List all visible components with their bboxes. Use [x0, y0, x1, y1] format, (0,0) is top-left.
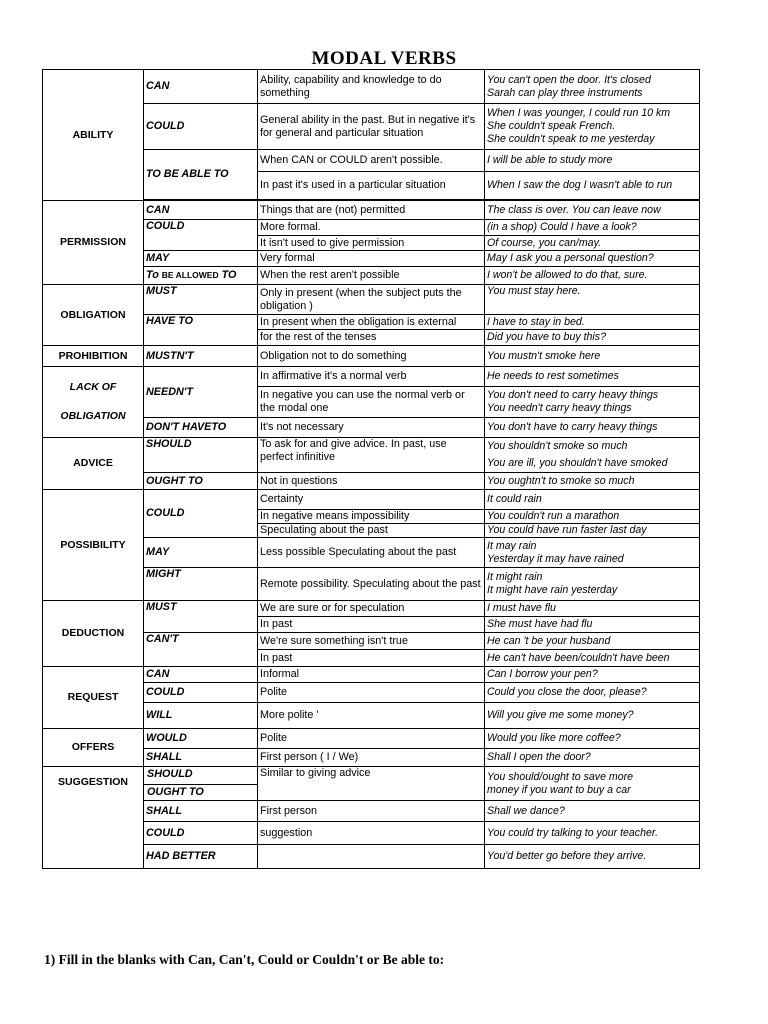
- exercise-instruction: 1) Fill in the blanks with Can, Can't, Could or Couldn't or Be able to:: [44, 952, 445, 967]
- example-cell: You don't have to carry heavy things: [485, 418, 700, 438]
- example-cell: You should/ought to save more money if you want to buy a car: [485, 767, 700, 801]
- verb-cell: CAN: [144, 70, 258, 104]
- verb-cell: HAVE TO: [144, 315, 258, 346]
- example-cell: You can't open the door. It's closed Sarah can play three instruments: [485, 70, 700, 104]
- category-prohibition: PROHIBITION: [43, 346, 144, 367]
- example-cell: Would you like more coffee?: [485, 729, 700, 749]
- verb-cell: To BE ALLOWED TO: [144, 267, 258, 285]
- verb-cell: MUST: [144, 601, 258, 633]
- modal-verbs-table: [42, 69, 700, 869]
- usage-cell: Very formal: [258, 251, 485, 267]
- verb-cell: WOULD: [144, 729, 258, 749]
- table-row: [43, 438, 700, 473]
- usage-cell: In present when the obligation is external: [258, 315, 485, 330]
- table-row: [43, 667, 700, 683]
- category-lack-of-obligation: LACK OF OBLIGATION: [43, 367, 144, 438]
- example-cell: (in a shop) Could I have a look?: [485, 220, 700, 236]
- example-cell: Shall we dance?: [485, 801, 700, 822]
- usage-cell: [258, 845, 485, 869]
- usage-cell: General ability in the past. But in negative it's for general and particular situation: [258, 104, 485, 150]
- verb-cell: NEEDN'T: [144, 367, 258, 418]
- example-cell: The class is over. You can leave now: [485, 201, 700, 220]
- verb-cell: DON'T HAVETO: [144, 418, 258, 438]
- usage-cell: Polite: [258, 729, 485, 749]
- verb-cell: MUST: [144, 285, 258, 315]
- usage-cell: In past: [258, 650, 485, 667]
- example-cell: Shall I open the door?: [485, 749, 700, 767]
- verb-cell: CAN: [144, 667, 258, 683]
- verb-cell: MAY: [144, 538, 258, 568]
- example-cell: Of course, you can/may.: [485, 236, 700, 251]
- example-cell: You mustn't smoke here: [485, 346, 700, 367]
- example-cell: He needs to rest sometimes: [485, 367, 700, 387]
- usage-cell: In affirmative it's a normal verb: [258, 367, 485, 387]
- usage-cell: In negative you can use the normal verb or the modal one: [258, 387, 485, 418]
- example-cell: Did you have to buy this?: [485, 330, 700, 346]
- example-cell: When I saw the dog I wasn't able to run: [485, 172, 700, 200]
- example-cell: It might rain It might have rain yesterday: [485, 568, 700, 601]
- verb-cell: OUGHT TO: [144, 473, 258, 490]
- table-row: [43, 601, 700, 617]
- example-cell: She must have had flu: [485, 617, 700, 633]
- verb-cell: CAN: [144, 201, 258, 220]
- example-cell: He can 't be your husband: [485, 633, 700, 650]
- table-row: [43, 729, 700, 749]
- verb-cell: COULD: [144, 104, 258, 150]
- verb-cell: COULD: [144, 220, 258, 251]
- page-title: MODAL VERBS: [311, 48, 457, 69]
- table-row: [43, 367, 700, 387]
- usage-cell: Obligation not to do something: [258, 346, 485, 367]
- example-cell: He can't have been/couldn't have been: [485, 650, 700, 667]
- example-cell: When I was younger, I could run 10 km She couldn't speak French. She couldn't speak to me yesterday: [485, 104, 700, 150]
- example-cell: I must have flu: [485, 601, 700, 617]
- example-cell: I won't be allowed to do that, sure.: [485, 267, 700, 285]
- verb-cell: MUSTN'T: [144, 346, 258, 367]
- example-cell: You shouldn't smoke so much You are ill, you shouldn't have smoked: [485, 438, 700, 473]
- usage-cell: First person ( I / We): [258, 749, 485, 767]
- category-possibility: POSSIBILITY: [43, 490, 144, 601]
- usage-cell: We're sure something isn't true: [258, 633, 485, 650]
- usage-cell: When the rest aren't possible: [258, 267, 485, 285]
- usage-cell: We are sure or for speculation: [258, 601, 485, 617]
- example-cell: It could rain: [485, 490, 700, 510]
- category-advice: ADVICE: [43, 438, 144, 490]
- usage-cell: suggestion: [258, 822, 485, 845]
- usage-cell: In past: [258, 617, 485, 633]
- verb-cell: COULD: [144, 683, 258, 703]
- usage-cell: In negative means impossibility: [258, 510, 485, 524]
- category-suggestion: SUGGESTION: [43, 767, 144, 869]
- verb-cell: CAN'T: [144, 633, 258, 667]
- example-cell: Could you close the door, please?: [485, 683, 700, 703]
- example-cell: You oughtn't to smoke so much: [485, 473, 700, 490]
- verb-cell: HAD BETTER: [144, 845, 258, 869]
- usage-cell: First person: [258, 801, 485, 822]
- example-cell: Will you give me some money?: [485, 703, 700, 729]
- usage-cell: Certainty: [258, 490, 485, 510]
- verb-cell: SHALL: [144, 801, 258, 822]
- table-row: [43, 490, 700, 510]
- verb-cell: MAY: [144, 251, 258, 267]
- table-row: [43, 70, 700, 104]
- usage-cell: Informal: [258, 667, 485, 683]
- category-offers: OFFERS: [43, 729, 144, 767]
- verb-cell: COULD: [144, 490, 258, 538]
- usage-cell: Less possible Speculating about the past: [258, 538, 485, 568]
- verb-cell: WILL: [144, 703, 258, 729]
- category-permission: PERMISSION: [43, 201, 144, 285]
- category-request: REQUEST: [43, 667, 144, 729]
- usage-cell: Similar to giving advice: [258, 767, 485, 801]
- example-cell: You could have run faster last day: [485, 524, 700, 538]
- usage-cell: More polite ': [258, 703, 485, 729]
- verb-cell: SHALL: [144, 749, 258, 767]
- usage-cell: In past it's used in a particular situation: [258, 172, 485, 200]
- verb-cell: TO BE ABLE TO: [144, 150, 258, 200]
- category-deduction: DEDUCTION: [43, 601, 144, 667]
- example-cell: May I ask you a personal question?: [485, 251, 700, 267]
- usage-cell: More formal.: [258, 220, 485, 236]
- category-ability: ABILITY: [43, 70, 144, 201]
- verb-cell: SHOULD: [144, 438, 258, 473]
- usage-cell: Polite: [258, 683, 485, 703]
- usage-cell: It isn't used to give permission: [258, 236, 485, 251]
- example-cell: You don't need to carry heavy things You needn't carry heavy things: [485, 387, 700, 418]
- example-cell: I will be able to study more: [485, 150, 700, 172]
- category-obligation: OBLIGATION: [43, 285, 144, 346]
- table-row: [43, 201, 700, 220]
- example-cell: You couldn't run a marathon: [485, 510, 700, 524]
- usage-cell: Only in present (when the subject puts the obligation ): [258, 285, 485, 315]
- example-cell: It may rain Yesterday it may have rained: [485, 538, 700, 568]
- table-row: [43, 285, 700, 315]
- usage-cell: for the rest of the tenses: [258, 330, 485, 346]
- usage-cell: Things that are (not) permitted: [258, 201, 485, 220]
- verb-cell: COULD: [144, 822, 258, 845]
- example-cell: Can I borrow your pen?: [485, 667, 700, 683]
- usage-cell: Not in questions: [258, 473, 485, 490]
- usage-cell: When CAN or COULD aren't possible.: [258, 150, 485, 172]
- usage-cell: It's not necessary: [258, 418, 485, 438]
- table-row: [43, 346, 700, 367]
- example-cell: I have to stay in bed.: [485, 315, 700, 330]
- example-cell: You'd better go before they arrive.: [485, 845, 700, 869]
- example-cell: You must stay here.: [485, 285, 700, 315]
- usage-cell: Ability, capability and knowledge to do something: [258, 70, 485, 104]
- table-row: [43, 767, 700, 801]
- usage-cell: To ask for and give advice. In past, use perfect infinitive: [258, 438, 485, 473]
- verb-cell: SHOULD OUGHT TO: [144, 767, 258, 801]
- usage-cell: Speculating about the past: [258, 524, 485, 538]
- verb-cell: MIGHT: [144, 568, 258, 601]
- example-cell: You could try talking to your teacher.: [485, 822, 700, 845]
- usage-cell: Remote possibility. Speculating about the past: [258, 568, 485, 601]
